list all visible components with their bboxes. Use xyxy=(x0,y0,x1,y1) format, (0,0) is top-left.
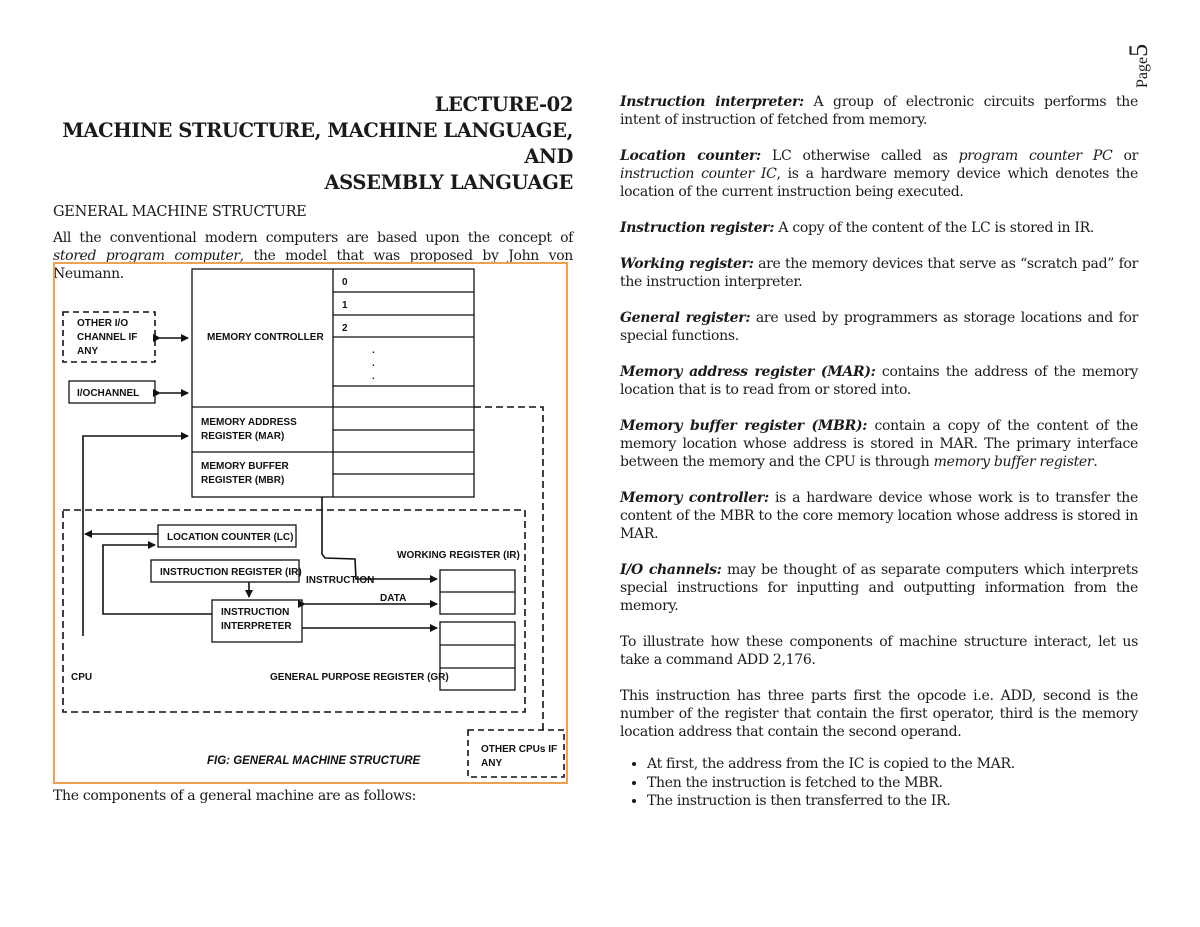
machine-structure-figure xyxy=(53,262,568,784)
title-line-2: MACHINE STRUCTURE, MACHINE LANGUAGE, AND xyxy=(62,119,573,168)
steps-list xyxy=(620,755,1138,811)
page-number-value: 5 xyxy=(1124,43,1153,57)
memory-cell-0: 0 xyxy=(342,277,348,288)
gpr-label: GENERAL PURPOSE REGISTER (GR) xyxy=(270,672,449,683)
other-cpus-label-1: OTHER CPUs IF xyxy=(481,744,558,755)
step-item: • Then the instruction is fetched to the MBR. xyxy=(647,774,1138,793)
left-column xyxy=(53,92,573,283)
step-item: • The instruction is then transferred to the IR. xyxy=(647,792,1138,811)
memory-cell-2: 2 xyxy=(342,323,348,334)
other-io-label-3: ANY xyxy=(77,346,99,357)
definition-item: Memory address register (MAR): contains the address of the memory location that is to read from or stored into. xyxy=(620,364,1138,398)
data-label: DATA xyxy=(380,593,407,604)
interpreter-label-1: INSTRUCTION xyxy=(221,607,290,618)
title-line-1: LECTURE-02 xyxy=(434,93,573,116)
right-column xyxy=(620,93,1138,811)
memory-dot: . xyxy=(372,358,375,369)
mbr-label-1: MEMORY BUFFER xyxy=(201,461,289,472)
definition-term: General register: xyxy=(620,310,751,326)
figure-diagram xyxy=(55,264,570,786)
definition-item: Instruction register: A copy of the content of the LC is stored in IR. xyxy=(620,220,1094,236)
definition-term: Memory controller: xyxy=(620,490,769,506)
definition-item: Memory buffer register (MBR): contain a copy of the content of the memory location whose address is stored in MAR. The primary interface between the memory and the CPU is through memory buffer register. xyxy=(620,418,1138,470)
ir-label: INSTRUCTION REGISTER (IR) xyxy=(160,567,302,578)
page-number xyxy=(1118,30,1162,90)
memory-dot: . xyxy=(372,371,375,382)
definition-term: Instruction register: xyxy=(620,220,775,236)
definition-item: General register: are used by programmers as storage locations and for special functions. xyxy=(620,310,1138,344)
title-line-3: ASSEMBLY LANGUAGE xyxy=(324,171,573,194)
memory-controller-label: MEMORY CONTROLLER xyxy=(207,332,324,343)
definition-term: Instruction interpreter: xyxy=(620,94,804,110)
definition-term: Working register: xyxy=(620,256,754,272)
definition-term: Memory buffer register (MBR): xyxy=(620,418,868,434)
definition-term: Location counter: xyxy=(620,148,761,164)
lc-label: LOCATION COUNTER (LC) xyxy=(167,532,294,543)
illustrate-paragraph: To illustrate how these components of machine structure interact, let us take a command ADD 2,176. xyxy=(620,634,1138,668)
cpu-label: CPU xyxy=(71,672,93,683)
io-channel-label: I/OCHANNEL xyxy=(77,388,140,399)
figure-caption: FIG: GENERAL MACHINE STRUCTURE xyxy=(207,755,421,767)
definition-item: I/O channels: may be thought of as separate computers which interprets special instructions for inputting and outputting information from the memory. xyxy=(620,562,1138,614)
mbr-label-2: REGISTER (MBR) xyxy=(201,475,285,486)
other-cpus-label-2: ANY xyxy=(481,758,503,769)
components-intro: The components of a general machine are as follows: xyxy=(53,788,417,804)
definition-term: Memory address register (MAR): xyxy=(620,364,876,380)
memory-cell-1: 1 xyxy=(342,300,348,311)
general-register-block xyxy=(440,622,515,690)
working-register-label: WORKING REGISTER (IR) xyxy=(397,550,520,561)
definition-item: Working register: are the memory devices that serve as “scratch pad” for the instruction interpreter. xyxy=(620,256,1138,290)
intro-paragraph: All the conventional modern computers are based upon the concept of stored program computer, the model that was proposed by John von Neumann. xyxy=(53,230,573,282)
other-io-label-2: CHANNEL IF xyxy=(77,332,138,343)
instruction-parts-paragraph: This instruction has three parts first the opcode i.e. ADD, second is the number of the register that contain the first operator, third is the memory location address that contain the second operand. xyxy=(620,688,1138,740)
section-heading: GENERAL MACHINE STRUCTURE xyxy=(53,204,307,220)
step-item: • At first, the address from the IC is copied to the MAR. xyxy=(647,755,1138,774)
definition-item: Instruction interpreter: A group of electronic circuits performs the intent of instruction of fetched from memory. xyxy=(620,94,1138,128)
interpreter-label-2: INTERPRETER xyxy=(221,621,292,632)
memory-dot: . xyxy=(372,345,375,356)
instruction-label: INSTRUCTION xyxy=(306,575,375,586)
other-io-label-1: OTHER I/O xyxy=(77,318,129,329)
definitions-list xyxy=(620,93,1138,615)
definition-item: Location counter: LC otherwise called as program counter PC or instruction counter IC, is a hardware memory device which denotes the location of the current instruction being executed. xyxy=(620,148,1139,200)
page-label: Page xyxy=(1134,56,1151,88)
definition-term: I/O channels: xyxy=(620,562,722,578)
lecture-title xyxy=(53,92,573,196)
mar-label-2: REGISTER (MAR) xyxy=(201,431,285,442)
working-register-block xyxy=(440,570,515,614)
mar-label-1: MEMORY ADDRESS xyxy=(201,417,297,428)
definition-item: Memory controller: is a hardware device whose work is to transfer the content of the MBR to the core memory location whose address is stored in MAR. xyxy=(620,490,1138,542)
